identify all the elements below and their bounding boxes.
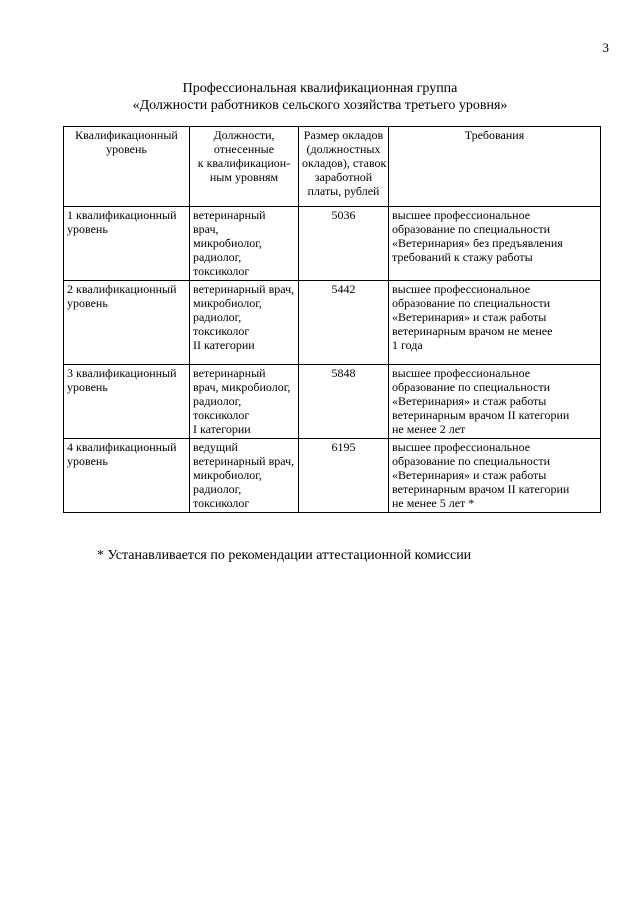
position-line: токсиколог	[193, 496, 250, 510]
position-line: ветеринарный врач,	[193, 282, 295, 296]
page-number: 3	[602, 40, 609, 55]
positions-cell	[190, 439, 299, 513]
level-line: уровень	[67, 296, 108, 310]
salary-cell: 5036	[299, 207, 389, 281]
salary-cell: 5442	[299, 281, 389, 365]
requirements-cell	[389, 439, 601, 513]
position-line: врач,	[193, 222, 219, 236]
requirement-line: образование по специальности	[392, 296, 551, 310]
header-salary-line: (должностных	[306, 142, 381, 156]
level-line: уровень	[67, 454, 108, 468]
header-salary-line: заработной	[314, 170, 373, 184]
position-line: радиолог,	[193, 394, 242, 408]
positions-cell	[190, 365, 299, 439]
level-line: 4 квалификационный	[67, 440, 177, 454]
table-row	[64, 281, 601, 365]
position-line: I категории	[193, 422, 251, 436]
table-header-row	[64, 127, 601, 207]
position-line: радиолог,	[193, 250, 242, 264]
header-level	[64, 127, 190, 207]
table-row	[64, 439, 601, 513]
position-line: ветеринарный врач,	[193, 454, 295, 468]
position-line: токсиколог	[193, 408, 250, 422]
requirement-line: высшее профессиональное	[392, 366, 531, 380]
requirements-cell	[389, 207, 601, 281]
level-line: уровень	[67, 380, 108, 394]
header-requirements	[389, 127, 601, 207]
position-line: ветеринарный	[193, 366, 266, 380]
requirement-line: ветеринарным врачом II категории	[392, 482, 570, 496]
requirements-cell	[389, 281, 601, 365]
level-cell	[64, 281, 190, 365]
salary-cell: 5848	[299, 365, 389, 439]
table-row	[64, 365, 601, 439]
requirement-line: «Ветеринария» и стаж работы	[392, 394, 547, 408]
position-line: радиолог,	[193, 310, 242, 324]
header-requirements-line: Требования	[464, 128, 525, 142]
requirement-line: «Ветеринария» и стаж работы	[392, 310, 547, 324]
positions-cell	[190, 281, 299, 365]
requirement-line: высшее профессиональное	[392, 282, 531, 296]
salary-cell: 6195	[299, 439, 389, 513]
position-line: врач, микробиолог,	[193, 380, 291, 394]
requirement-line: образование по специальности	[392, 222, 551, 236]
header-positions-line: отнесенные	[213, 142, 275, 156]
header-salary-line: окладов), ставок	[302, 156, 387, 170]
requirement-line: «Ветеринария» и стаж работы	[392, 468, 547, 482]
header-level-line: уровень	[106, 142, 147, 156]
level-line: уровень	[67, 222, 108, 236]
level-cell	[64, 365, 190, 439]
requirement-line: не менее 2 лет	[392, 422, 466, 436]
requirement-line: ветеринарным врачом не менее	[392, 324, 553, 338]
header-positions-line: к квалификацион-	[197, 156, 291, 170]
position-line: ветеринарный	[193, 208, 266, 222]
header-positions-line: Должности,	[213, 128, 275, 142]
requirement-line: не менее 5 лет *	[392, 496, 475, 510]
position-line: микробиолог,	[193, 468, 262, 482]
level-line: 3 квалификационный	[67, 366, 177, 380]
requirement-line: 1 года	[392, 338, 423, 352]
level-line: 1 квалификационный	[67, 208, 177, 222]
title-line-1: Профессиональная квалификационная группа	[182, 81, 458, 96]
header-salary	[299, 127, 389, 207]
header-salary-line: платы, рублей	[307, 184, 380, 198]
positions-cell	[190, 207, 299, 281]
position-line: II категории	[193, 338, 255, 352]
level-line: 2 квалификационный	[67, 282, 177, 296]
header-positions-line: ным уровням	[209, 170, 279, 184]
level-cell	[64, 207, 190, 281]
document-title	[0, 80, 640, 114]
requirement-line: высшее профессиональное	[392, 208, 531, 222]
table-row	[64, 207, 601, 281]
position-line: микробиолог,	[193, 236, 262, 250]
header-level-line: Квалификационный	[75, 128, 178, 142]
position-line: ведущий	[193, 440, 238, 454]
header-salary-line: Размер окладов	[303, 128, 384, 142]
requirements-cell	[389, 365, 601, 439]
position-line: радиолог,	[193, 482, 242, 496]
requirement-line: образование по специальности	[392, 380, 551, 394]
level-cell	[64, 439, 190, 513]
title-line-2: «Должности работников сельского хозяйства третьего уровня»	[132, 98, 508, 113]
requirement-line: образование по специальности	[392, 454, 551, 468]
footnote: * Устанавливается по рекомендации аттестационной комиссии	[97, 548, 472, 563]
position-line: микробиолог,	[193, 296, 262, 310]
requirement-line: ветеринарным врачом II категории	[392, 408, 570, 422]
header-positions	[190, 127, 299, 207]
requirement-line: высшее профессиональное	[392, 440, 531, 454]
qualification-table	[63, 126, 601, 513]
position-line: токсиколог	[193, 264, 250, 278]
requirement-line: требований к стажу работы	[392, 250, 533, 264]
position-line: токсиколог	[193, 324, 250, 338]
requirement-line: «Ветеринария» без предъявления	[392, 236, 563, 250]
